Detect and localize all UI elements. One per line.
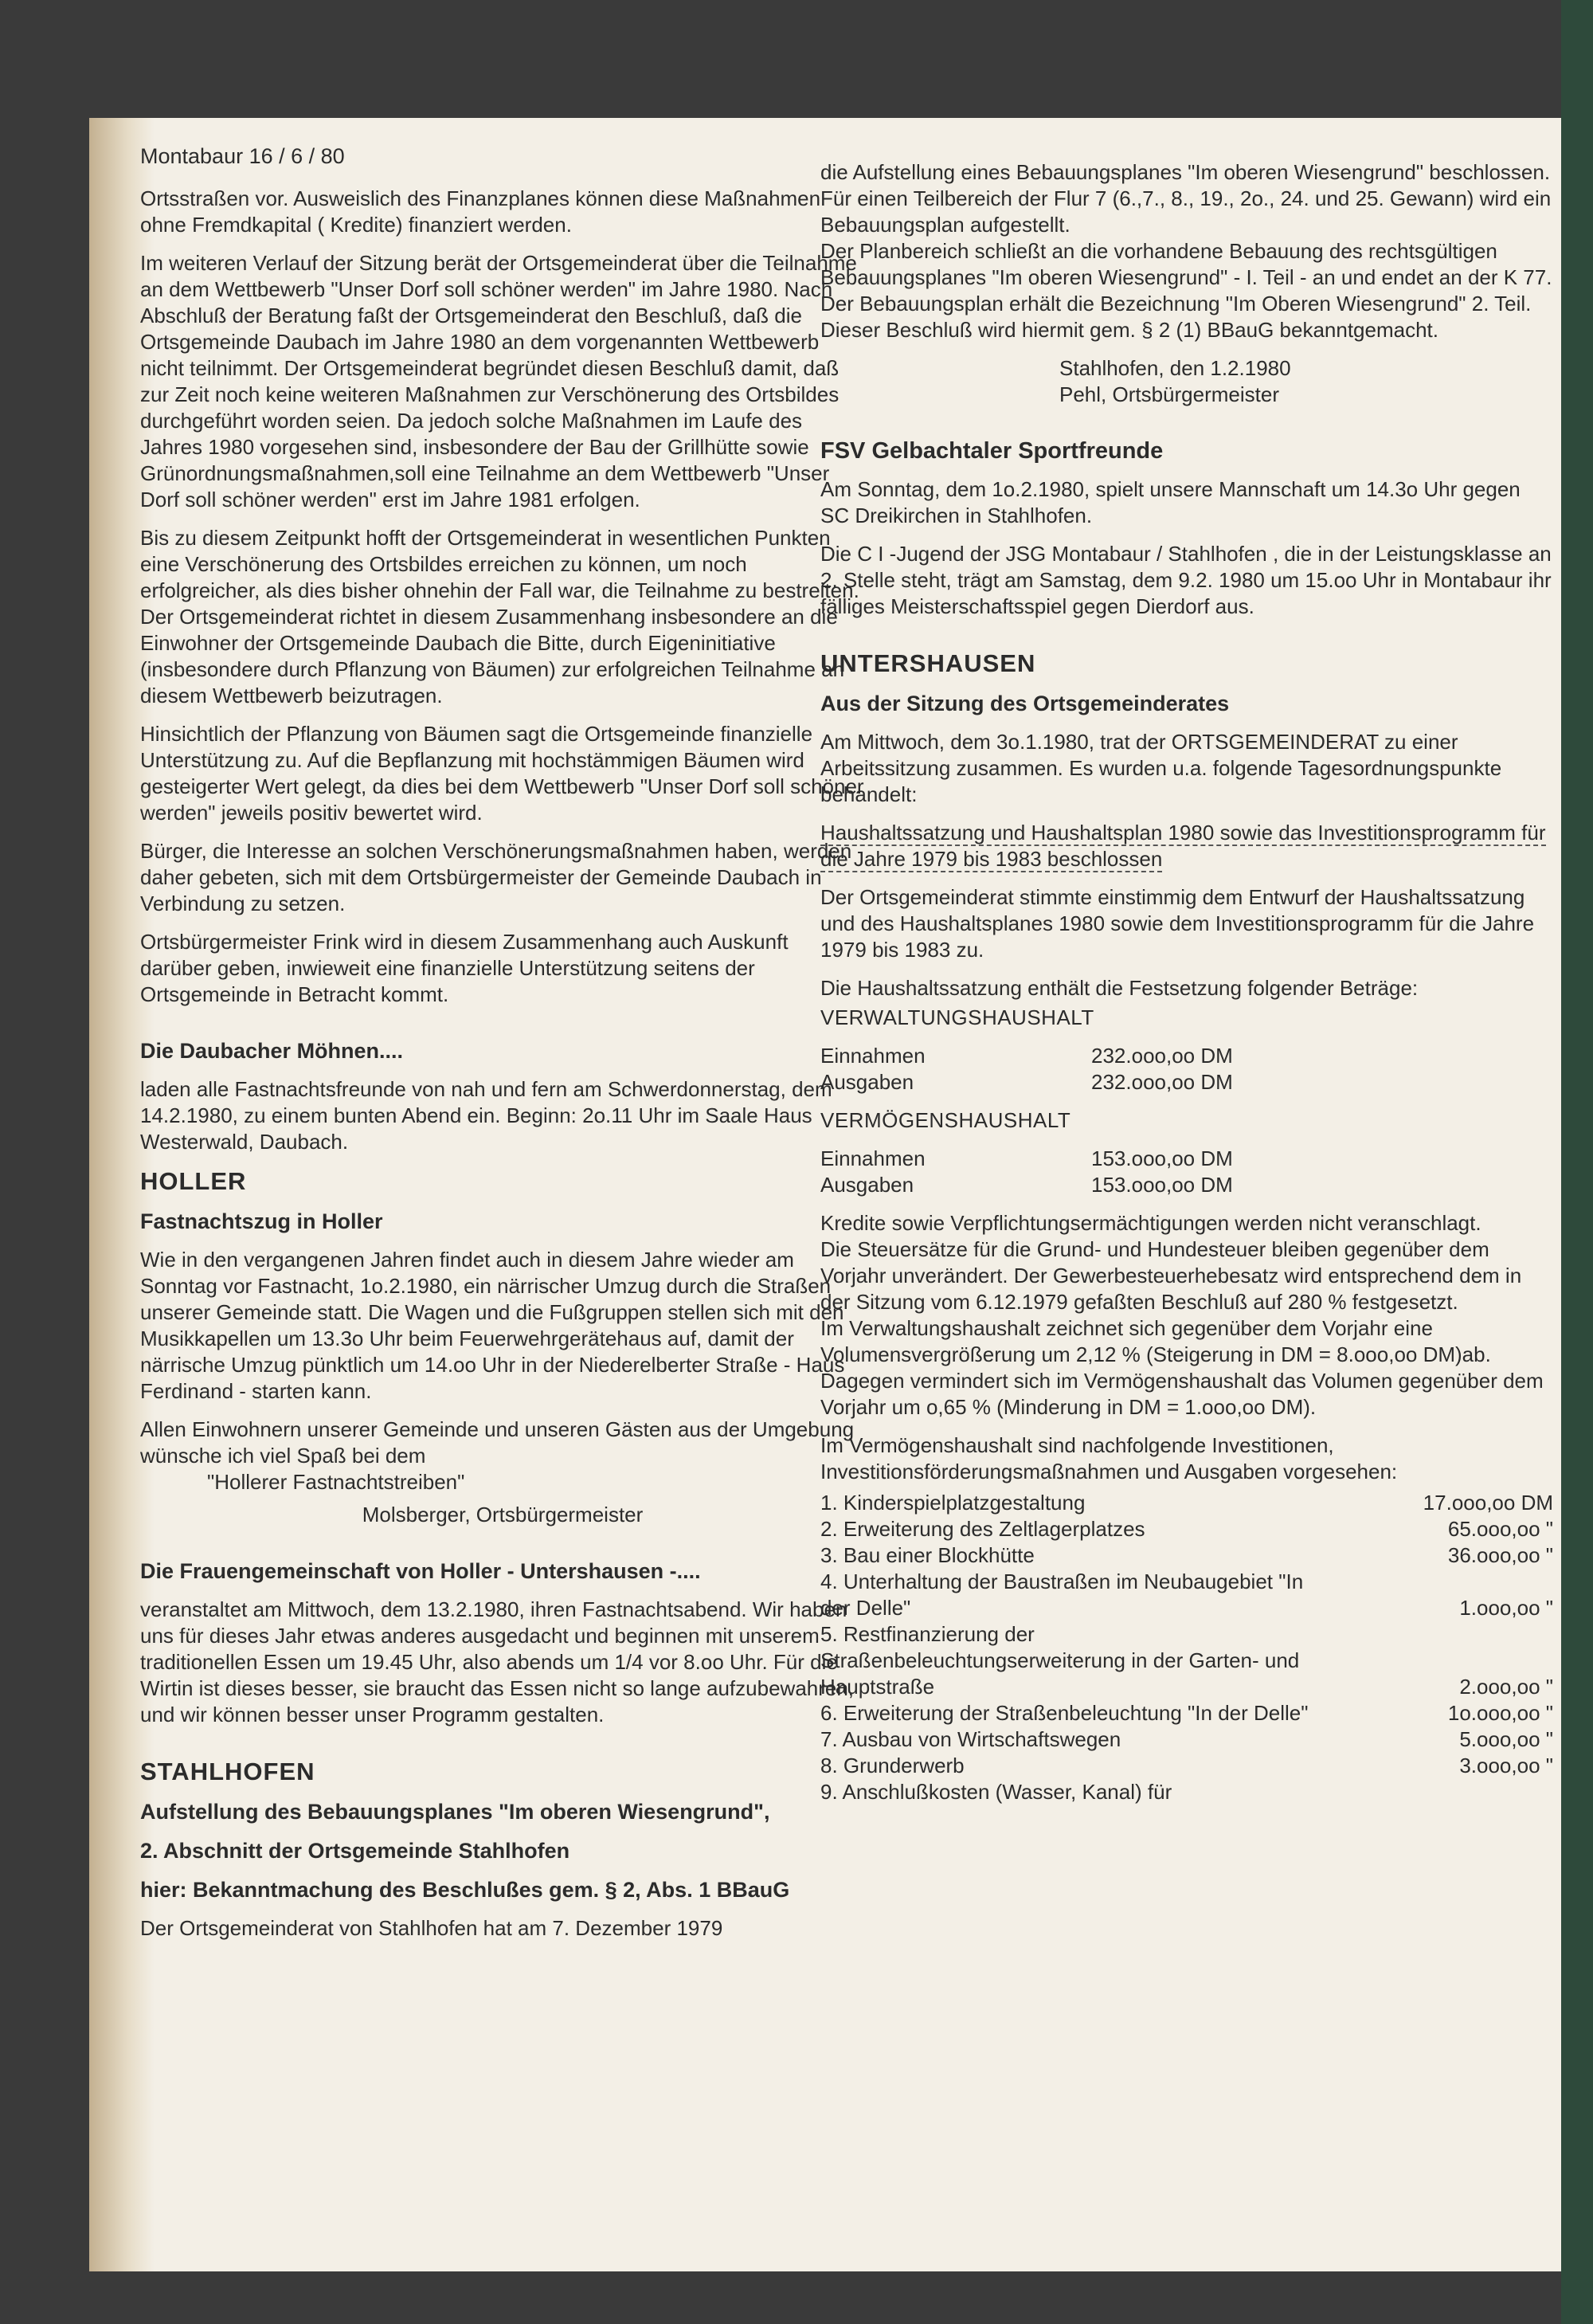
- paragraph: Am Sonntag, dem 1o.2.1980, spielt unsere Mannschaft um 14.3o Uhr gegen SC Dreikirchen in Stahlhofen.: [820, 477, 1521, 527]
- section-subtitle: 2. Abschnitt der Ortsgemeinde Stahlhofen: [140, 1839, 570, 1863]
- section-heading: UNTERSHAUSEN: [820, 649, 1036, 677]
- paragraph: Wie in den vergangenen Jahren findet auch in diesem Jahre wieder am Sonntag vor Fastnacht, 1o.2.1980, ein närrischer Umzug durch die Straßen unserer Gemeinde statt. Die Wagen und die Fußgruppen stellen sich mit den Musikkapellen um 13.3o Uhr beim Feuerwehrgerätehaus auf, damit der närrische Umzug pünktlich um 14.oo Uhr in der Niederelberter Straße - Haus Ferdinand - starten kann.: [140, 1248, 845, 1403]
- section-title: FSV Gelbachtaler Sportfreunde: [820, 438, 1164, 464]
- paragraph: die Aufstellung eines Bebauungsplanes "Im oberen Wiesengrund" beschlossen.: [820, 160, 1551, 184]
- signature-place-date: Stahlhofen, den 1.2.1980: [1059, 356, 1291, 380]
- paragraph: Dieser Beschluß wird hiermit gem. § 2 (1) BBauG bekanntgemacht.: [820, 318, 1439, 342]
- list-item: [820, 1779, 1553, 1805]
- section-heading: HOLLER: [140, 1167, 247, 1195]
- list-item-amount: 65.ooo,oo ": [1447, 1517, 1553, 1541]
- paragraph: Bis zu diesem Zeitpunkt hofft der Ortsgemeinderat in wesentlichen Punkten eine Verschönerung des Ortsbildes erreichen zu können, um noch erfolgreicher, als dies bisher ohnehin der Fall war, die Teilnahme zu bestreiten. Der Ortsgemeinderat richtet in diesem Zusammenhang insbesondere an die Einwohner der Ortsgemeinde Daubach die Bitte, durch Eigeninitiative (insbesondere durch Pflanzung von Bäumen) zur erfolgreichen Teilnahme an diesem Wettbewerb beizutragen.: [140, 526, 859, 707]
- list-item: [820, 1726, 1553, 1753]
- paragraph: Kredite sowie Verpflichtungsermächtigungen werden nicht veranschlagt.: [820, 1211, 1481, 1235]
- section-title: Die Frauengemeinschaft von Holler - Untershausen -....: [140, 1559, 701, 1583]
- list-item-amount: 3.ooo,oo ": [1459, 1754, 1553, 1777]
- paragraph: Im weiteren Verlauf der Sitzung berät der Ortsgemeinderat über die Teilnahme an dem Wettbewerb "Unser Dorf soll schöner werden" im Jahre 1980. Nach Abschluß der Beratung faßt der Ortsgemeinderat den Beschluß, daß die Ortsgemeinde Daubach im Jahre 1980 an dem vorgenannten Wettbewerb nicht teilnimmt. Der Ortsgemeinderat begründet diesen Beschluß damit, daß zur Zeit noch keine weiteren Maßnahmen zur Verschönerung des Ortsbildes durchgeführt worden seien. Da jedoch solche Maßnahmen im Laufe des Jahres 1980 vorgesehen sind, insbesondere der Bau der Grillhütte sowie Grünordnungsmaßnahmen,soll eine Teilnahme an dem Wettbewerb "Unser Dorf soll schöner werden" erst im Jahre 1981 erfolgen.: [140, 251, 857, 511]
- list-item-amount: [1354, 1779, 1553, 1805]
- list-item-amount: 1o.ooo,oo ": [1447, 1701, 1553, 1725]
- budget-heading: VERWALTUNGSHAUSHALT: [820, 1005, 1094, 1029]
- list-item-amount: 5.ooo,oo ": [1459, 1727, 1553, 1751]
- paragraph: Der Ortsgemeinderat von Stahlhofen hat am 7. Dezember 1979: [140, 1916, 723, 1940]
- paragraph: Am Mittwoch, dem 3o.1.1980, trat der ORTSGEMEINDERAT zu einer Arbeitssitzung zusammen. Es wurden u.a. folgende Tagesordnungspunkte behandelt:: [820, 730, 1502, 806]
- left-column: [140, 143, 865, 1954]
- section-heading: STAHLHOFEN: [140, 1758, 315, 1785]
- list-item-text: 6. Erweiterung der Straßenbeleuchtung "In der Delle": [820, 1701, 1309, 1725]
- paragraph: Hinsichtlich der Pflanzung von Bäumen sagt die Ortsgemeinde finanzielle Unterstützung zu. Auf die Bepflanzung mit hochstämmigen Bäumen wird gesteigerter Wert gelegt, da dies bei dem Wettbewerb "Unser Dorf soll schöner werden" jeweils positiv bewertet wird.: [140, 722, 864, 825]
- paragraph: Die C I -Jugend der JSG Montabaur / Stahlhofen , die in der Leistungsklasse an 2. Stelle steht, trägt am Samstag, dem 9.2. 1980 um 15.oo Uhr in Montabaur ihr fälliges Meisterschaftsspiel gegen Dierdorf aus.: [820, 542, 1552, 618]
- paragraph: Bürger, die Interesse an solchen Verschönerungsmaßnahmen haben, werden daher gebeten, sich mit dem Ortsbürgermeister der Gemeinde Daubach in Verbindung zu setzen.: [140, 839, 852, 915]
- budget-value: 153.ooo,oo DM: [1091, 1173, 1233, 1197]
- paragraph: Im Vermögenshaushalt sind nachfolgende Investitionen, Investitionsförderungsmaßnahmen und Ausgaben vorgesehen:: [820, 1433, 1398, 1483]
- section-subtitle: Aufstellung des Bebauungsplanes "Im oberen Wiesengrund",: [140, 1800, 770, 1824]
- list-item: [820, 1490, 1553, 1516]
- signature: Pehl, Ortsbürgermeister: [1059, 382, 1279, 406]
- section-subtitle: hier: Bekanntmachung des Beschlußes gem. § 2, Abs. 1 BBauG: [140, 1878, 790, 1902]
- list-item: [820, 1621, 1553, 1700]
- paragraph: Ortsbürgermeister Frink wird in diesem Zusammenhang auch Auskunft darüber geben, inwieweit eine finanzielle Unterstützung seitens der Ortsgemeinde in Betracht kommt.: [140, 930, 789, 1006]
- book-spine: [1561, 0, 1593, 2324]
- budget-value: 232.ooo,oo DM: [1091, 1044, 1233, 1068]
- list-item: [820, 1753, 1553, 1779]
- section-title: Die Daubacher Möhnen....: [140, 1039, 404, 1063]
- budget-label: Einnahmen: [820, 1146, 926, 1170]
- budget-label: Einnahmen: [820, 1044, 926, 1068]
- paragraph: laden alle Fastnachtsfreunde von nah und fern am Schwerdonnerstag, dem 14.2.1980, zu einem bunten Abend ein. Beginn: 2o.11 Uhr im Saale Haus Westerwald, Daubach.: [140, 1077, 832, 1154]
- list-item: [820, 1542, 1553, 1569]
- investment-list: [820, 1490, 1553, 1805]
- paragraph: Ortsstraßen vor. Ausweislich des Finanzplanes können diese Maßnahmen ohne Fremdkapital ( Kredite) finanziert werden.: [140, 186, 821, 237]
- list-item-text: 3. Bau einer Blockhütte: [820, 1543, 1035, 1567]
- list-item-text: 8. Grunderwerb: [820, 1754, 965, 1777]
- page-header: Montabaur 16 / 6 / 80: [140, 144, 345, 168]
- list-item-text: 7. Ausbau von Wirtschaftswegen: [820, 1727, 1121, 1751]
- paragraph: Der Bebauungsplan erhält die Bezeichnung "Im Oberen Wiesengrund" 2. Teil.: [820, 292, 1532, 315]
- budget-row: [820, 1146, 1553, 1172]
- paragraph: Der Ortsgemeinderat stimmte einstimmig dem Entwurf der Haushaltssatzung und des Haushaltsplanes 1980 sowie dem Investitionsprogramm für die Jahre 1979 bis 1983 zu.: [820, 885, 1535, 962]
- subsection-title: [820, 820, 1553, 872]
- quote: "Hollerer Fastnachtstreiben": [207, 1470, 465, 1494]
- budget-heading: VERMÖGENSHAUSHALT: [820, 1108, 1071, 1132]
- list-item-text: 4. Unterhaltung der Baustraßen im Neubaugebiet "In der Delle": [820, 1570, 1304, 1620]
- list-item-text: 5. Restfinanzierung der Straßenbeleuchtungserweiterung in der Garten- und Hauptstraße: [820, 1622, 1300, 1699]
- section-title: Fastnachtszug in Holler: [140, 1209, 383, 1233]
- underlined-title: Haushaltssatzung und Haushaltsplan 1980 sowie das Investitionsprogramm für die Jahre 1979 bis 1983 beschlossen: [820, 821, 1546, 871]
- budget-value: 153.ooo,oo DM: [1091, 1146, 1233, 1170]
- budget-label: Ausgaben: [820, 1070, 914, 1094]
- section-subtitle: Aus der Sitzung des Ortsgemeinderates: [820, 692, 1230, 715]
- list-item-amount: 36.ooo,oo ": [1447, 1543, 1553, 1567]
- budget-label: Ausgaben: [820, 1173, 914, 1197]
- list-item-text: 1. Kinderspielplatzgestaltung: [820, 1491, 1086, 1515]
- paragraph: Im Verwaltungshaushalt zeichnet sich gegenüber dem Vorjahr eine Volumensvergrößerung um 2,12 % (Steigerung in DM = 8.ooo,oo DM)ab. Dagegen vermindert sich im Vermögenshaushalt das Volumen gegenüber dem Vorjahr um o,65 % (Minderung in DM = 1.ooo,oo DM).: [820, 1316, 1544, 1419]
- paragraph: Für einen Teilbereich der Flur 7 (6.,7., 8., 19., 2o., 24. und 25. Gewann) wird ein Bebauungsplan aufgestellt.: [820, 186, 1552, 237]
- paragraph: Der Planbereich schließt an die vorhandene Bebauung des rechtsgültigen Bebauungsplanes "Im oberen Wiesengrund" - I. Teil - an und endet an der K 77.: [820, 239, 1552, 289]
- paragraph: Allen Einwohnern unserer Gemeinde und unseren Gästen aus der Umgebung wünsche ich viel Spaß bei dem: [140, 1417, 855, 1468]
- list-item: [820, 1700, 1553, 1726]
- right-column: [820, 159, 1553, 1805]
- list-item-amount: 2.ooo,oo ": [1459, 1675, 1553, 1699]
- paragraph: veranstaltet am Mittwoch, dem 13.2.1980, ihren Fastnachtsabend. Wir haben uns für dieses Jahr etwas anderes ausgedacht und beginnen mit unserem traditionellen Essen um 19.45 Uhr, also abends um 1/4 vor 8.oo Uhr. Für die Wirtin ist dieses besser, sie braucht das Essen nicht so lange aufzubewahren, und wir können besser unser Programm gestalten.: [140, 1597, 855, 1726]
- list-item: [820, 1516, 1553, 1542]
- budget-row: [820, 1069, 1553, 1095]
- paragraph: Die Haushaltssatzung enthält die Festsetzung folgender Beträge:: [820, 976, 1419, 1000]
- budget-value: 232.ooo,oo DM: [1091, 1070, 1233, 1094]
- list-item-text: 9. Anschlußkosten (Wasser, Kanal) für: [820, 1780, 1172, 1804]
- budget-row: [820, 1172, 1553, 1198]
- list-item-amount: 17.ooo,oo DM: [1423, 1491, 1553, 1515]
- list-item: [820, 1569, 1553, 1621]
- paragraph: Die Steuersätze für die Grund- und Hundesteuer bleiben gegenüber dem Vorjahr unverändert. Der Gewerbesteuerhebesatz wird entsprechend dem in der Sitzung vom 6.12.1979 gefaßten Beschluß auf 280 % festgesetzt.: [820, 1237, 1522, 1314]
- list-item-amount: 1.ooo,oo ": [1459, 1596, 1553, 1620]
- list-item-text: 2. Erweiterung des Zeltlagerplatzes: [820, 1517, 1145, 1541]
- signature: Molsberger, Ortsbürgermeister: [362, 1503, 644, 1526]
- budget-row: [820, 1043, 1553, 1069]
